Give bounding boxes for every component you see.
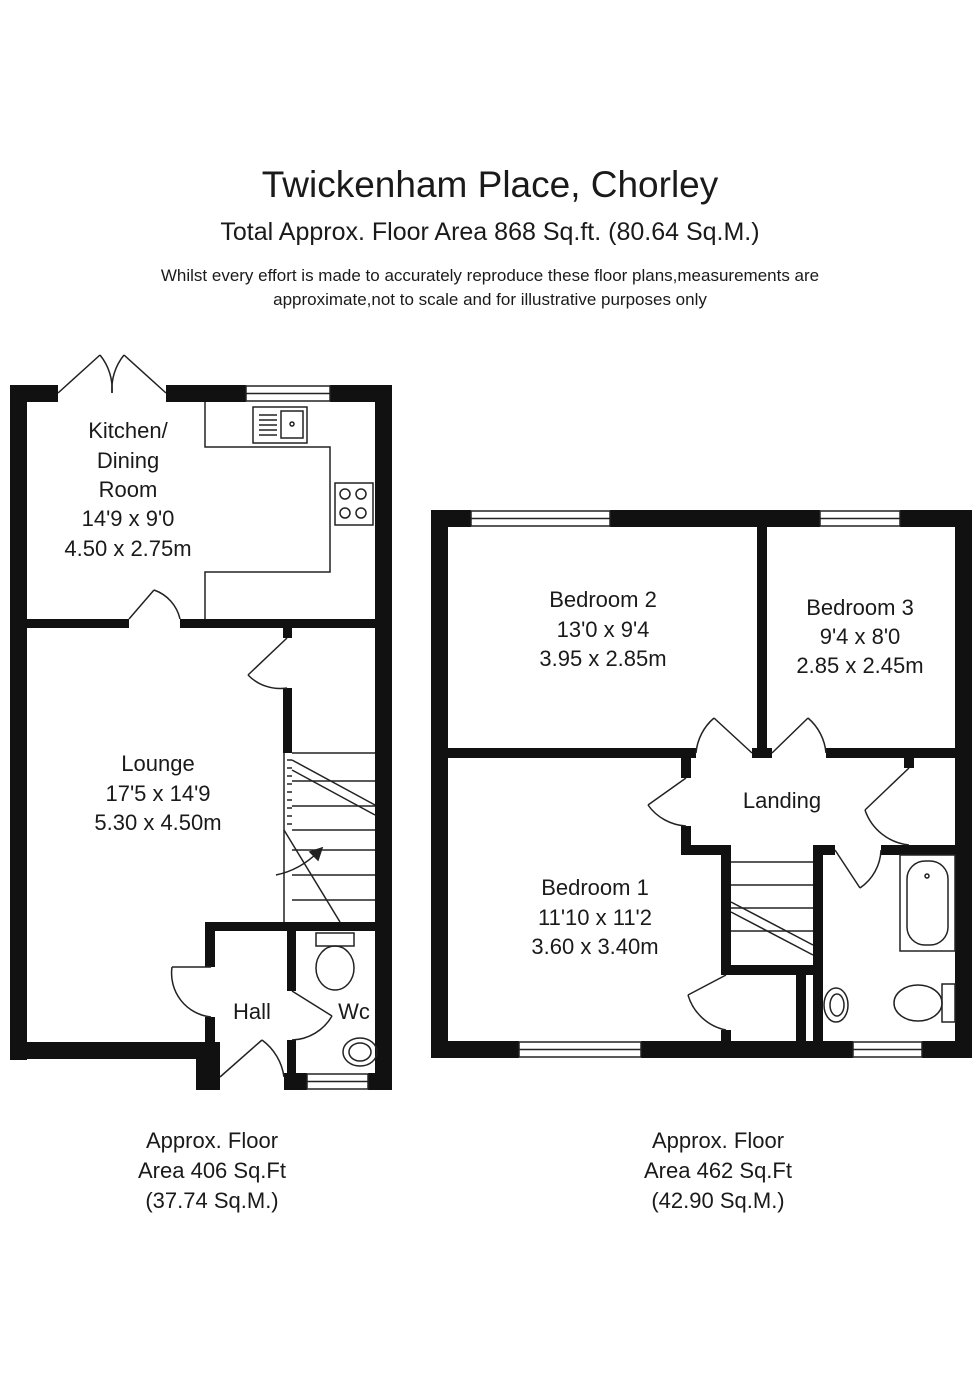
total-floor-area: Total Approx. Floor Area 868 Sq.ft. (80.64 Sq.M.) [220, 218, 760, 246]
lounge-metric: 5.30 x 4.50m [94, 810, 222, 835]
first-floor-plan [431, 510, 972, 1058]
ground-floor-stairs [276, 753, 375, 922]
first-floor-area-line-2: Area 462 Sq.Ft [644, 1158, 792, 1183]
first-floor-stairs [731, 862, 813, 955]
bath-icon [900, 855, 955, 951]
hall-name: Hall [233, 999, 271, 1024]
first-floor-windows [471, 511, 922, 1057]
bedroom2-metric: 3.95 x 2.85m [539, 646, 667, 671]
first-floor-area [568, 1126, 868, 1216]
kitchen-metric: 4.50 x 2.75m [64, 536, 192, 561]
ground-floor-area-line-3: (37.74 Sq.M.) [145, 1188, 279, 1213]
bedroom1-name: Bedroom 1 [541, 875, 649, 900]
lounge-imperial: 17'5 x 14'9 [105, 781, 211, 806]
bedroom1-imperial: 11'10 x 11'2 [537, 905, 653, 930]
lounge-name: Lounge [121, 751, 195, 776]
kitchen-name-2: Dining [96, 448, 160, 473]
hob-icon [335, 483, 373, 525]
disclaimer-line-1: Whilst every effort is made to accurately reproduce these floor plans,measurements are [160, 266, 820, 285]
kitchen-units [205, 402, 373, 619]
french-doors [58, 355, 166, 393]
bathroom-fittings [824, 855, 955, 1022]
disclaimer-line-2: approximate,not to scale and for illustrative purposes only [273, 290, 707, 309]
kitchen-name-1: Kitchen/ [88, 418, 168, 443]
landing-name: Landing [742, 788, 822, 813]
ground-floor-plan [10, 355, 392, 1090]
plan-title: Twickenham Place, Chorley [261, 164, 719, 205]
bedroom3-imperial: 9'4 x 8'0 [819, 624, 901, 649]
ground-floor-area-line-2: Area 406 Sq.Ft [138, 1158, 286, 1183]
ground-floor-area [62, 1126, 362, 1216]
wc-name: Wc [338, 999, 370, 1024]
first-floor-walls [431, 510, 972, 1058]
bedroom1-metric: 3.60 x 3.40m [531, 934, 659, 959]
kitchen-name-3: Room [98, 477, 158, 502]
kitchen-imperial: 14'9 x 9'0 [81, 506, 175, 531]
toilet-icon [942, 984, 955, 1022]
first-floor-area-line-1: Approx. Floor [651, 1128, 785, 1153]
bedroom3-metric: 2.85 x 2.45m [796, 653, 924, 678]
bedroom2-imperial: 13'0 x 9'4 [556, 617, 650, 642]
basin-icon [343, 1038, 377, 1066]
toilet-icon [316, 933, 354, 946]
first-floor-area-line-3: (42.90 Sq.M.) [651, 1188, 785, 1213]
ground-floor-area-line-1: Approx. Floor [145, 1128, 279, 1153]
bedroom3-name: Bedroom 3 [806, 595, 914, 620]
bedroom2-name: Bedroom 2 [549, 587, 657, 612]
